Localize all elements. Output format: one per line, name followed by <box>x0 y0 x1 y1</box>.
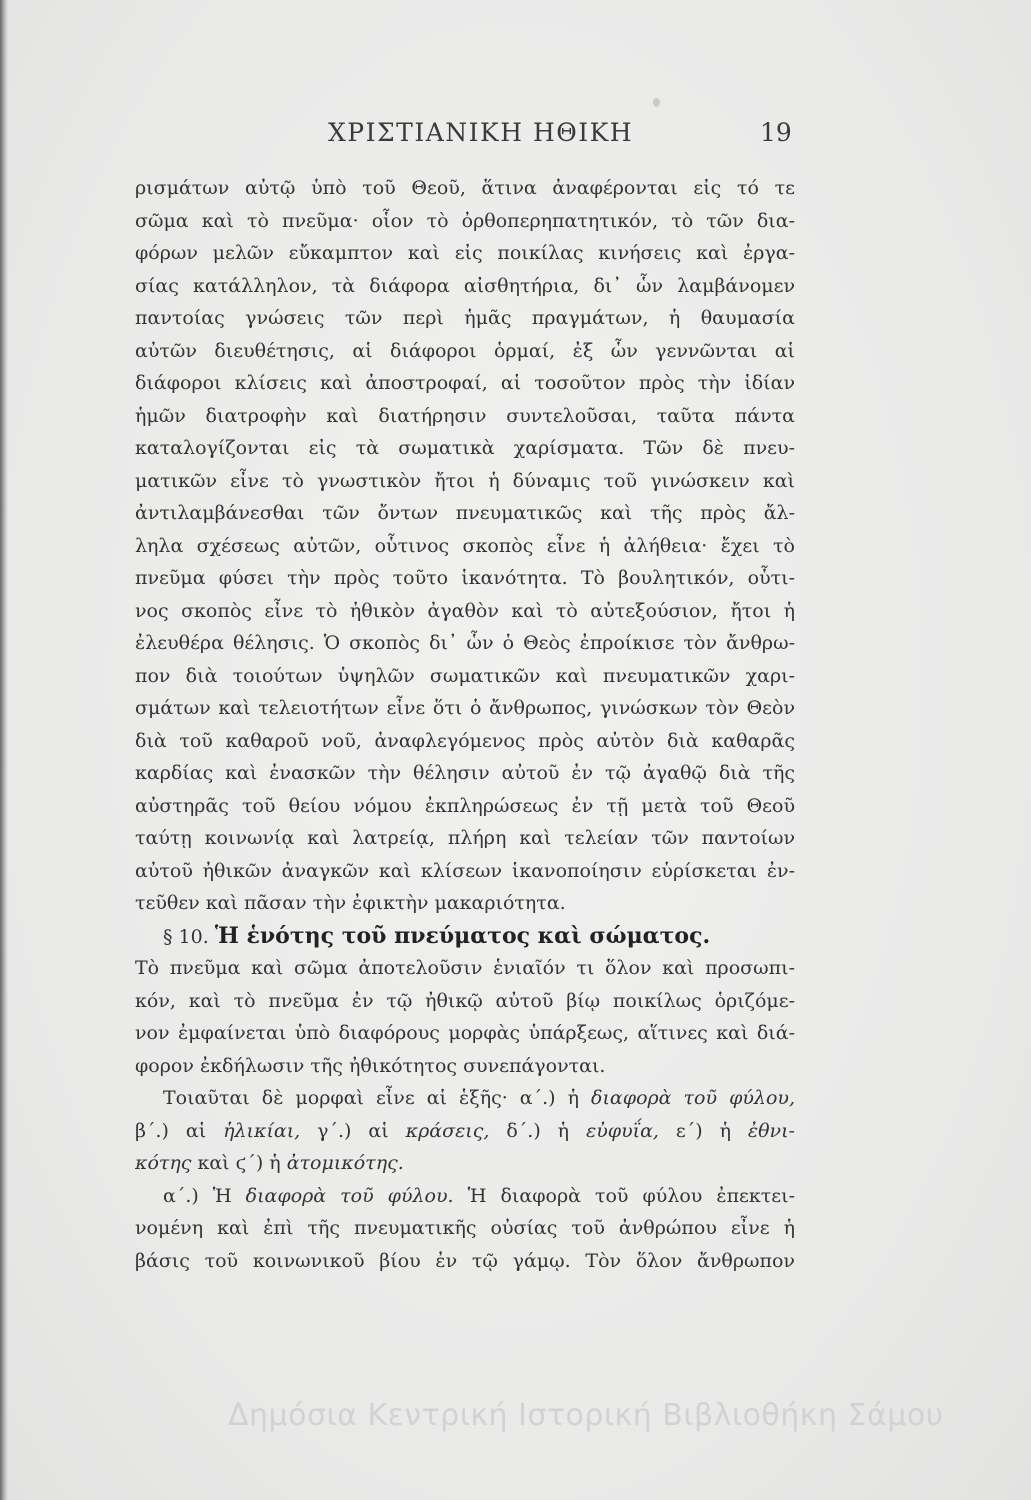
italic-term: κότης <box>135 1152 192 1174</box>
text-line <box>135 1082 795 1115</box>
text-line <box>135 1115 795 1148</box>
section-heading <box>135 920 795 953</box>
section-title: Ἡ ἑνότης τοῦ πνεύματος καὶ σώματος. <box>214 922 711 949</box>
text-line: τεῦθεν καὶ πᾶσαν τὴν ἐφικτὴν μακαριότητα. <box>135 892 566 914</box>
text-line: σῶμα καὶ τὸ πνεῦμα· οἷον τὸ ὀρθοπερηπατητικόν, τὸ τῶν δια- <box>135 209 795 232</box>
text-span: β΄.) αἱ <box>135 1119 224 1142</box>
text-line: παντοίας γνώσεις τῶν περὶ ἡμᾶς πραγμάτων, ἡ θαυμασία <box>135 307 795 329</box>
text-line: ἀντιλαμβάνεσθαι τῶν ὄντων πνευματικῶς καὶ τῆς πρὸς ἄλ- <box>135 502 795 524</box>
text-line: σίας κατάλληλον, τὰ διάφορα αἰσθητήρια, δι᾽ ὧν λαμβάνομεν <box>135 274 795 297</box>
section-number: § 10. <box>163 925 209 948</box>
italic-term: διαφορὰ τοῦ φύλου. <box>245 1184 454 1207</box>
italic-term: ἡλικίαι, <box>223 1119 301 1142</box>
text-line <box>135 1180 795 1213</box>
text-span: Τοιαῦται δὲ μορφαὶ εἶνε αἱ ἑξῆς· α΄.) ἡ <box>163 1087 592 1109</box>
italic-term: ἀτομικότης. <box>286 1152 404 1174</box>
text-line: πνεῦμα φύσει τὴν πρὸς τοῦτο ἱκανότητα. Τὸ βουλητικόν, οὗτι- <box>135 567 795 589</box>
text-line: καρδίας καὶ ἐνασκῶν τὴν θέλησιν αὐτοῦ ἐν τῷ ἀγαθῷ διὰ τῆς <box>135 762 795 784</box>
italic-term: κράσεις, <box>405 1119 490 1142</box>
text-span: α΄.) Ἡ <box>163 1184 246 1207</box>
text-line: αὐτῶν διευθέτησις, αἱ διάφοροι ὁρμαί, ἐξ ὧν γεννῶνται αἱ <box>135 339 795 362</box>
text-line: ἐλευθέρα θέλησις. Ὁ σκοπὸς δι᾽ ὧν ὁ Θεὸς ἐπροίκισε τὸν ἄνθρω- <box>135 632 795 654</box>
text-line: σμάτων καὶ τελειοτήτων εἶνε ὅτι ὁ ἄνθρωπος, γινώσκων τὸν Θεὸν <box>135 697 795 719</box>
text-line: ταύτῃ κοινωνίᾳ καὶ λατρείᾳ, πλήρη καὶ τελείαν τῶν παντοίων <box>135 827 795 849</box>
text-line: κόν, καὶ τὸ πνεῦμα ἐν τῷ ἠθικῷ αὐτοῦ βίῳ ποικίλως ὁριζόμε- <box>135 989 795 1012</box>
text-line: αὐτοῦ ἠθικῶν ἀναγκῶν καὶ κλίσεων ἱκανοποίησιν εὑρίσκεται ἐν- <box>135 859 795 882</box>
text-line: βάσις τοῦ κοινωνικοῦ βίου ἐν τῷ γάμῳ. Τὸν ὅλον ἄνθρωπον <box>135 1249 795 1272</box>
page-number: 19 <box>760 118 792 147</box>
text-span: δ΄.) ἡ <box>489 1119 587 1142</box>
italic-term: εὐφυΐα, <box>586 1119 659 1142</box>
text-line: ματικῶν εἶνε τὸ γνωστικὸν ἤτοι ἡ δύναμις τοῦ γινώσκειν καὶ <box>135 469 795 492</box>
text-line: νομένη καὶ ἐπὶ τῆς πνευματικῆς οὐσίας τοῦ ἀνθρώπου εἶνε ἡ <box>135 1217 795 1239</box>
text-span: γ΄.) αἱ <box>300 1119 406 1142</box>
running-head: ΧΡΙΣΤΙΑΝΙΚΗ ΗΘΙΚΗ <box>328 118 634 147</box>
text-line: ἡμῶν διατροφὴν καὶ διατήρησιν συντελοῦσαι, ταῦτα πάντα <box>135 404 795 427</box>
page-header <box>0 118 1031 158</box>
text-line <box>135 1147 795 1180</box>
text-line: Τὸ πνεῦμα καὶ σῶμα ἀποτελοῦσιν ἑνιαῖόν τι ὅλον καὶ προσωπι- <box>135 957 795 979</box>
italic-term: ἐθνι- <box>747 1119 795 1142</box>
body-text <box>135 172 795 1277</box>
text-line: νον ἐμφαίνεται ὑπὸ διαφόρους μορφὰς ὑπάρξεως, αἵτινες καὶ διά- <box>135 1022 795 1044</box>
text-line: καταλογίζονται εἰς τὰ σωματικὰ χαρίσματα. Τῶν δὲ πνευ- <box>135 437 795 459</box>
text-line: φόρων μελῶν εὔκαμπτον καὶ εἰς ποικίλας κινήσεις καὶ ἐργα- <box>135 242 795 264</box>
text-line: διὰ τοῦ καθαροῦ νοῦ, ἀναφλεγόμενος πρὸς αὐτὸν διὰ καθαρᾶς <box>135 729 795 752</box>
text-span: καὶ ϛ΄) ἡ <box>191 1152 287 1174</box>
page-binding-edge <box>0 0 8 1500</box>
text-line: νος σκοπὸς εἶνε τὸ ἠθικὸν ἀγαθὸν καὶ τὸ αὐτεξούσιον, ἤτοι ἡ <box>135 599 795 622</box>
text-span: ε΄) ἡ <box>658 1119 748 1142</box>
text-line: αὐστηρᾶς τοῦ θείου νόμου ἐκπληρώσεως ἐν τῇ μετὰ τοῦ Θεοῦ <box>135 794 795 817</box>
text-line: διάφοροι κλίσεις καὶ ἀποστροφαί, αἱ τοσοῦτον πρὸς τὴν ἰδίαν <box>135 372 795 394</box>
text-line: ληλα σχέσεως αὐτῶν, οὗτινος σκοπὸς εἶνε ἡ ἀλήθεια· ἔχει τὸ <box>135 534 795 557</box>
paper-speck <box>653 98 660 107</box>
text-line: ρισμάτων αὐτῷ ὑπὸ τοῦ Θεοῦ, ἅτινα ἀναφέρονται εἰς τό τε <box>135 177 795 199</box>
text-span: Ἡ διαφορὰ τοῦ φύλου ἐπεκτει- <box>453 1184 795 1207</box>
text-line: φορον ἐκδήλωσιν τῆς ἠθικότητος συνεπάγονται. <box>135 1054 606 1077</box>
text-line: πον διὰ τοιούτων ὑψηλῶν σωματικῶν καὶ πνευματικῶν χαρι- <box>135 664 795 687</box>
italic-term: διαφορὰ τοῦ φύλου, <box>591 1087 795 1109</box>
library-watermark: Δημόσια Κεντρική Ιστορική Βιβλιοθήκη Σάμου <box>228 1398 944 1433</box>
